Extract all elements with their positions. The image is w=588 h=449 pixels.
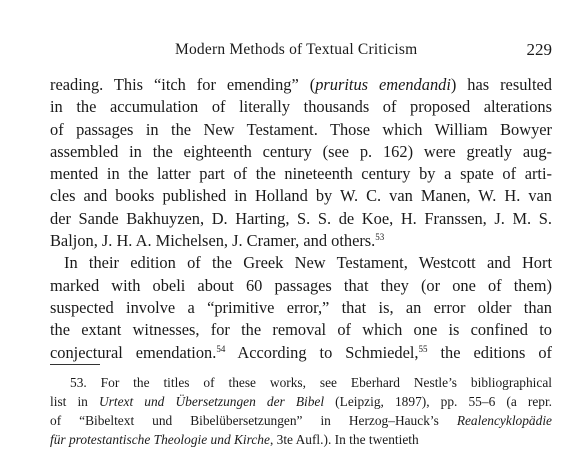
footnote-53 bbox=[50, 373, 552, 449]
footnote-line bbox=[50, 411, 552, 430]
body-line bbox=[50, 342, 552, 364]
text-run: ) has resulted bbox=[450, 75, 552, 94]
body-line bbox=[50, 74, 552, 96]
body-text bbox=[50, 74, 552, 364]
text-run: list in bbox=[50, 394, 99, 409]
text-run: , 3te Aufl.). In the twentieth bbox=[269, 432, 419, 447]
footnote-ref: 53 bbox=[375, 232, 385, 243]
text-run: reading. This “itch for emending” ( bbox=[50, 75, 316, 94]
body-line: the extant witnesses, for the removal of which one is confined to bbox=[50, 320, 552, 340]
body-line: assembled in the eighteenth century (see p. 162) were greatly aug- bbox=[50, 141, 552, 161]
footnote-divider bbox=[50, 364, 100, 365]
text-run: of “Bibeltext und Bibelübersetzungen” in Herzog–Hauck’s bbox=[50, 413, 457, 428]
text-run: For the titles of these works, see Eberhard Nestle’s bibliographical bbox=[100, 375, 552, 390]
body-line: der Sande Bakhuyzen, D. Harting, S. S. de Koe, H. Franssen, J. M. S. bbox=[50, 208, 552, 228]
body-line: in the accumulation of literally thousands of proposed alterations bbox=[50, 97, 552, 117]
footnote-line bbox=[50, 373, 552, 392]
footnote-line bbox=[50, 392, 552, 411]
text-run: conjectural emendation. bbox=[50, 342, 217, 362]
body-line: cles and books published in Holland by W. C. van Manen, W. H. van bbox=[50, 186, 552, 206]
text-run: Baljon, J. H. A. Michelsen, J. Cramer, and others. bbox=[50, 231, 376, 251]
text-run: the editions of bbox=[427, 342, 552, 362]
italic-title: Urtext und Übersetzungen der Bibel bbox=[98, 394, 325, 409]
italic-phrase: pruritus emendandi bbox=[315, 75, 451, 94]
body-line: marked with obeli about 60 passages that they (or one of them) bbox=[50, 275, 552, 295]
footnote-ref: 55 bbox=[418, 343, 428, 354]
running-title: Modern Methods of Textual Criticism bbox=[175, 41, 418, 58]
footnote-line bbox=[50, 430, 552, 449]
page-number: 229 bbox=[526, 40, 552, 59]
body-line: suspected involve a “primitive error,” that is, an error older than bbox=[50, 297, 552, 317]
body-line: mented in the latter part of the nineteenth century by a spate of arti- bbox=[50, 164, 552, 184]
footnote-number: 53. bbox=[70, 375, 87, 390]
footnote-ref: 54 bbox=[216, 343, 226, 354]
body-line bbox=[50, 230, 552, 252]
running-head bbox=[50, 41, 552, 61]
body-line: of passages in the New Testament. Those which William Bowyer bbox=[50, 119, 552, 139]
italic-title: Realencyklopädie bbox=[456, 413, 552, 428]
body-line: In their edition of the Greek New Testament, Westcott and Hort bbox=[64, 253, 552, 273]
text-run: (Leipzig, 1897), pp. 55–6 (a repr. bbox=[324, 394, 553, 409]
text-run: According to Schmiedel, bbox=[225, 342, 419, 362]
italic-title: für protestantische Theologie und Kirche bbox=[50, 432, 270, 447]
